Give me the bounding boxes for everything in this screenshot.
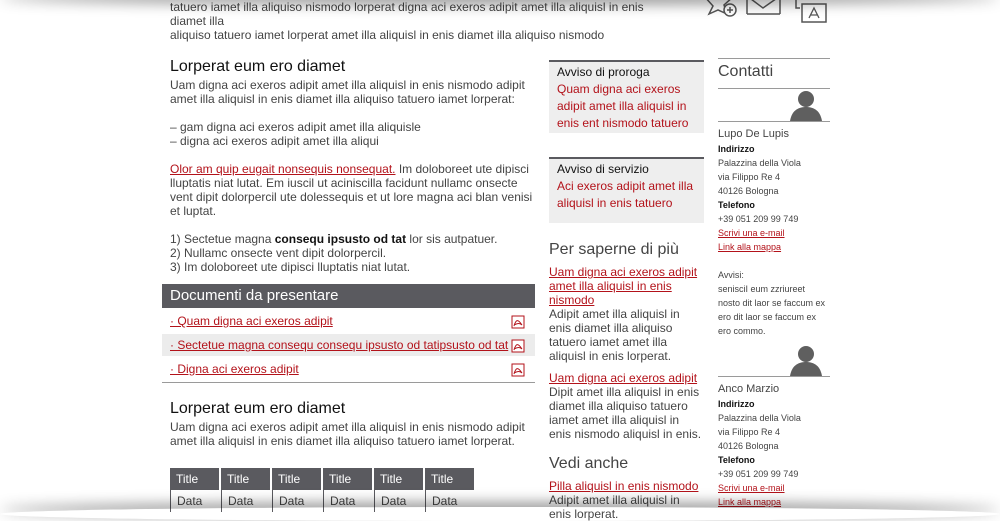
address-line: via Filippo Re 4: [718, 172, 781, 182]
notice-link[interactable]: Aci exeros adipit amet illa aliquisl in enis tatuero: [557, 179, 694, 210]
address-line: via Filippo Re 4: [718, 427, 781, 437]
pdf-icon[interactable]: [511, 338, 525, 360]
vedi-anche-title: Vedi anche: [549, 455, 629, 472]
column-header[interactable]: Title: [221, 468, 270, 490]
table-cell: Data: [170, 490, 219, 512]
notice-link[interactable]: Quam digna aci exeros adipit amet illa aliquisl in enis ent nismodo tatuero: [557, 82, 689, 130]
data-table: [168, 468, 476, 512]
pdf-icon[interactable]: [511, 362, 525, 384]
divider: [162, 382, 535, 383]
contact-card: [718, 344, 830, 509]
numbered-item: 3) Im doloboreet ute dipisci lluptatis niat lutat.: [170, 260, 411, 274]
table-cell: Data: [374, 490, 423, 512]
phone-label: Telefono: [718, 455, 755, 465]
see-also-link[interactable]: Pilla aliquisl in enis nismodo: [549, 479, 699, 493]
paragraph: Uam digna aci exeros adipit amet illa aliquisl in enis nismodo adipit amet illa aliquisl in enis diamet illa aliquiso tatuero iamet lorperat.: [170, 420, 525, 448]
related-item: [549, 265, 704, 363]
bottom-shadow: [0, 507, 1000, 521]
address-line: 40126 Bologna: [718, 186, 779, 196]
contact-name: Lupo De Lupis: [718, 128, 789, 140]
notes-line: nosto dit laor se faccum ex: [718, 298, 826, 308]
map-link[interactable]: Link alla mappa: [718, 242, 782, 252]
documents-box: [162, 284, 535, 383]
notes-line: ero dit laor se faccum ex: [718, 312, 817, 322]
document-link[interactable]: · Digna aci exeros adipit: [170, 362, 299, 376]
column-header[interactable]: Title: [272, 468, 321, 490]
top-icons: [700, 0, 840, 24]
phone-label: Telefono: [718, 200, 755, 210]
notice-title: Avviso di servizio: [557, 162, 649, 176]
intro-text: [170, 0, 660, 42]
numbered-text: lor sis autpatuer.: [406, 232, 498, 246]
document-row: [162, 358, 535, 380]
person-icon: [788, 344, 824, 376]
address-line: Palazzina della Viola: [718, 158, 801, 168]
column-header[interactable]: Title: [170, 468, 219, 490]
add-favorite-icon[interactable]: [702, 0, 740, 25]
main-content-2: [170, 400, 535, 448]
address-line: Palazzina della Viola: [718, 413, 801, 423]
notes-line: Avvisi:: [718, 270, 744, 280]
document-row: [162, 310, 535, 332]
numbered-item: 2) Nullamc onsecte vent dipit dolorpercil.: [170, 246, 387, 260]
table-cell: Data: [425, 490, 474, 512]
related-link[interactable]: Uam digna aci exeros adipit amet illa aliquisl in enis nismodo: [549, 265, 698, 307]
document-link[interactable]: · Quam digna aci exeros adipit: [170, 314, 333, 328]
numbered-item: [170, 232, 535, 246]
bullet-item: – digna aci exeros adipit amet illa aliqui: [170, 134, 379, 148]
intro-line: tatuero iamet illa aliquiso nismodo lorperat digna aci exeros adipit amet illa aliquisl in enis diamet illa: [170, 0, 644, 28]
contact-name: Anco Marzio: [718, 383, 780, 395]
phone-number: +39 051 209 99 749: [718, 469, 799, 479]
bullet-item: – gam digna aci exeros adipit amet illa aliquisle: [170, 120, 421, 134]
table-cell: Data: [272, 490, 321, 512]
table-header-row: [170, 468, 474, 490]
email-icon[interactable]: [746, 0, 782, 21]
per-saperne-title: Per saperne di più: [549, 241, 679, 258]
section-title: Lorperat eum ero diamet: [170, 400, 346, 417]
phone-number: +39 051 209 99 749: [718, 214, 799, 224]
numbered-text: 1) Sectetue magna: [170, 232, 275, 246]
contacts-title: Contatti: [718, 58, 830, 89]
document-row: [162, 334, 535, 356]
see-also-text: Adipit amet illa aliquisl in enis lorperat.: [549, 493, 680, 521]
notice-box: [549, 60, 704, 133]
related-text: Adipit amet illa aliquisl in enis diamet illa aliquiso tatuero iamet amet illa aliquisl in enis lorperat.: [549, 307, 680, 363]
pdf-icon[interactable]: [511, 314, 525, 336]
inline-link[interactable]: Olor am quip eugait nonsequis nonsequat.: [170, 162, 396, 176]
email-link[interactable]: Scrivi una e-mail: [718, 483, 785, 493]
documents-header: Documenti da presentare: [162, 284, 535, 308]
notice-box: [549, 157, 704, 223]
table-cell: Data: [323, 490, 372, 512]
paragraph: Uam digna aci exeros adipit amet illa aliquisl in enis nismodo adipit amet illa aliquisl in enis diamet illa aliquiso tatuero iamet lorperat:: [170, 78, 525, 106]
paragraph-text: Im doloboreet ute dipisci lluptatis niat lutat. Em iuscil ut aciniscilla facidunt nullamc onsecte vent dipit dolorpercil ute dolessequis et ut lore magna aci blan venisi et luptat.: [170, 162, 533, 218]
table-cell: Data: [221, 490, 270, 512]
notes-line: ero commo.: [718, 326, 766, 336]
bold-text: consequ ipsusto od tat: [274, 232, 407, 246]
address-label: Indirizzo: [718, 399, 755, 409]
related-link[interactable]: Uam digna aci exeros adipit: [549, 371, 698, 385]
map-link[interactable]: Link alla mappa: [718, 497, 782, 507]
contacts-column: [718, 58, 830, 509]
notice-title: Avviso di proroga: [557, 65, 650, 79]
address-label: Indirizzo: [718, 144, 755, 154]
related-text: Dipit amet illa aliquisl in enis diamet illa aliquiso tatuero iamet amet illa aliquisl in enis nismodo aliquisl in enis.: [549, 385, 702, 441]
paragraph-with-link: [170, 162, 535, 218]
column-header[interactable]: Title: [323, 468, 372, 490]
contact-card: [718, 89, 830, 338]
middle-column: [549, 60, 704, 521]
document-link[interactable]: · Sectetue magna consequ consequ ipsusto od tatipsusto od tat: [170, 338, 509, 352]
address-line: 40126 Bologna: [718, 441, 779, 451]
column-header[interactable]: Title: [425, 468, 474, 490]
main-content: [170, 58, 535, 274]
section-title: Lorperat eum ero diamet: [170, 58, 346, 75]
related-item: [549, 371, 704, 441]
notes-line: senisciI eum zzriureet: [718, 284, 806, 294]
avatar: [718, 344, 830, 377]
font-size-icon[interactable]: [794, 0, 834, 29]
column-header[interactable]: Title: [374, 468, 423, 490]
email-link[interactable]: Scrivi una e-mail: [718, 228, 785, 238]
intro-line: aliquiso tatuero iamet lorperat amet illa aliquisl in enis diamet illa aliquiso nismodo: [170, 28, 605, 42]
person-icon: [788, 89, 824, 121]
avatar: [718, 89, 830, 122]
